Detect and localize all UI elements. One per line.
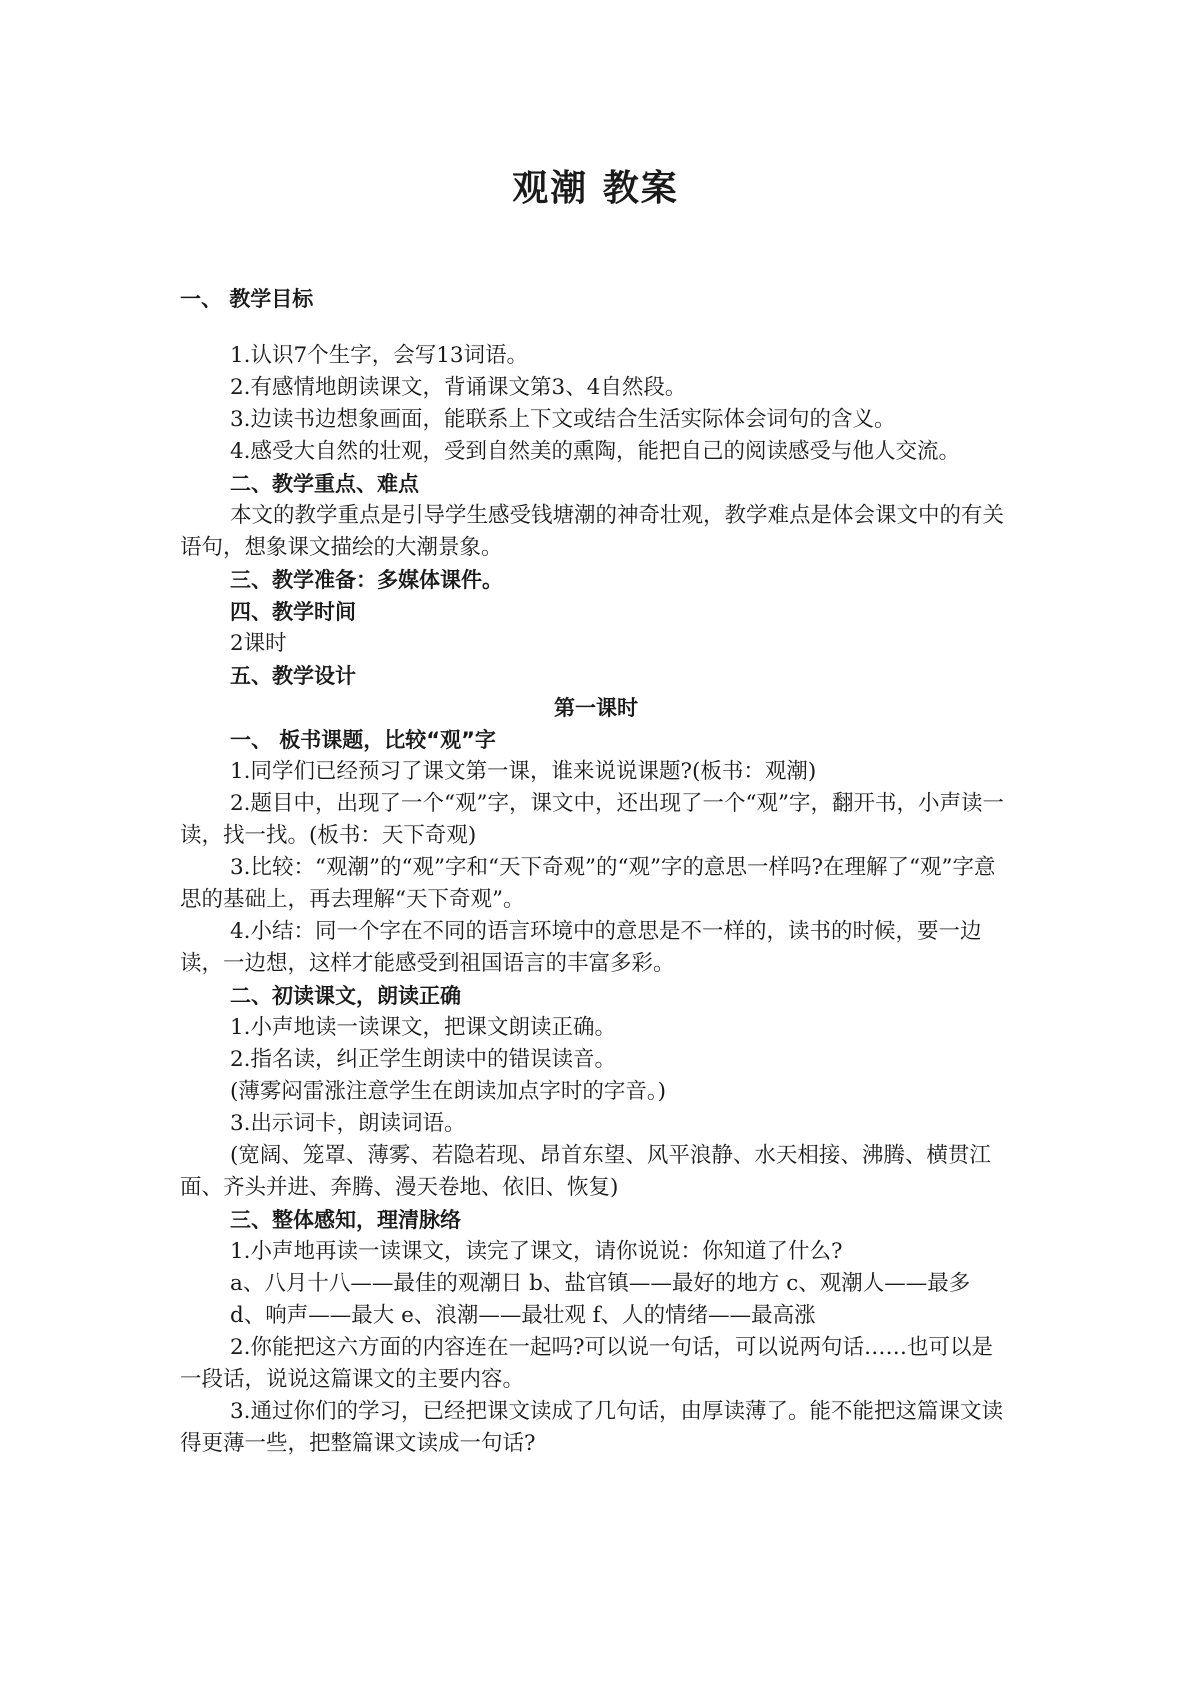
paragraph: 2.指名读，纠正学生朗读中的错误读音。 <box>230 1047 617 1072</box>
section-heading-objectives: 一、 教学目标 <box>180 287 314 311</box>
paragraph: 3.通过你们的学习，已经把课文读成了几句话，由厚读薄了。能不能把这篇课文读得更薄一些，把整篇课文读成一句话? <box>180 1399 1004 1456</box>
paragraph: 1.认识7个生字，会写13词语。 <box>230 343 529 368</box>
page-title: 观潮 教案 <box>512 168 679 209</box>
section-heading: 一、 板书课题，比较“观”字 <box>230 728 496 752</box>
section-heading: 二、初读课文，朗读正确 <box>230 984 461 1008</box>
paragraph: 1.小声地再读一读课文，读完了课文，请你说说：你知道了什么? <box>230 1239 843 1264</box>
section-heading: 四、教学时间 <box>230 600 356 624</box>
paragraph: d、响声——最大 e、浪潮——最壮观 f、人的情绪——最高涨 <box>230 1303 816 1328</box>
paragraph: 本文的教学重点是引导学生感受钱塘潮的神奇壮观，教学难点是体会课文中的有关语句，想象课文描绘的大潮景象。 <box>180 503 1005 560</box>
paragraph: 2.有感情地朗读课文，背诵课文第3、4自然段。 <box>230 375 687 400</box>
paragraph: a、八月十八——最佳的观潮日 b、盐官镇——最好的地方 c、观潮人——最多 <box>230 1271 971 1296</box>
paragraph: (薄雾闷雷涨注意学生在朗读加点字时的字音。) <box>230 1079 667 1104</box>
paragraph: 3.边读书边想象画面，能联系上下文或结合生活实际体会词句的含义。 <box>230 407 896 432</box>
paragraph: 3.比较：“观潮”的“观”字和“天下奇观”的“观”字的意思一样吗?在理解了“观”字意思的基础上，再去理解“天下奇观”。 <box>180 855 996 912</box>
paragraph: 1.小声地读一读课文，把课文朗读正确。 <box>230 1015 617 1040</box>
paragraph: 2.题目中，出现了一个“观”字，课文中，还出现了一个“观”字，翻开书，小声读一读，找一找。(板书：天下奇观) <box>180 791 1004 848</box>
paragraph: 3.出示词卡，朗读词语。 <box>230 1111 466 1136</box>
paragraph: 2课时 <box>230 631 287 656</box>
paragraph: 1.同学们已经预习了课文第一课，谁来说说课题?(板书：观潮) <box>230 759 817 784</box>
paragraph: (宽阔、笼罩、薄雾、若隐若现、昂首东望、风平浪静、水天相接、沸腾、横贯江面、齐头并进、奔腾、漫天卷地、依旧、恢复) <box>180 1143 991 1200</box>
paragraph: 4.小结：同一个字在不同的语言环境中的意思是不一样的，读书的时候，要一边读，一边想，这样才能感受到祖国语言的丰富多彩。 <box>180 919 982 976</box>
section-heading: 三、整体感知，理清脉络 <box>230 1208 461 1232</box>
paragraph: 4.感受大自然的壮观，受到自然美的熏陶，能把自己的阅读感受与他人交流。 <box>230 439 961 464</box>
section-heading: 三、教学准备：多媒体课件。 <box>230 568 503 592</box>
section-heading: 五、教学设计 <box>230 664 356 688</box>
paragraph: 2.你能把这六方面的内容连在一起吗?可以说一句话，可以说两句话……也可以是一段话，说说这篇课文的主要内容。 <box>180 1335 994 1392</box>
lesson-subtitle: 第一课时 <box>554 696 638 720</box>
section-heading: 二、教学重点、难点 <box>230 472 419 496</box>
document-body <box>180 340 1012 1460</box>
